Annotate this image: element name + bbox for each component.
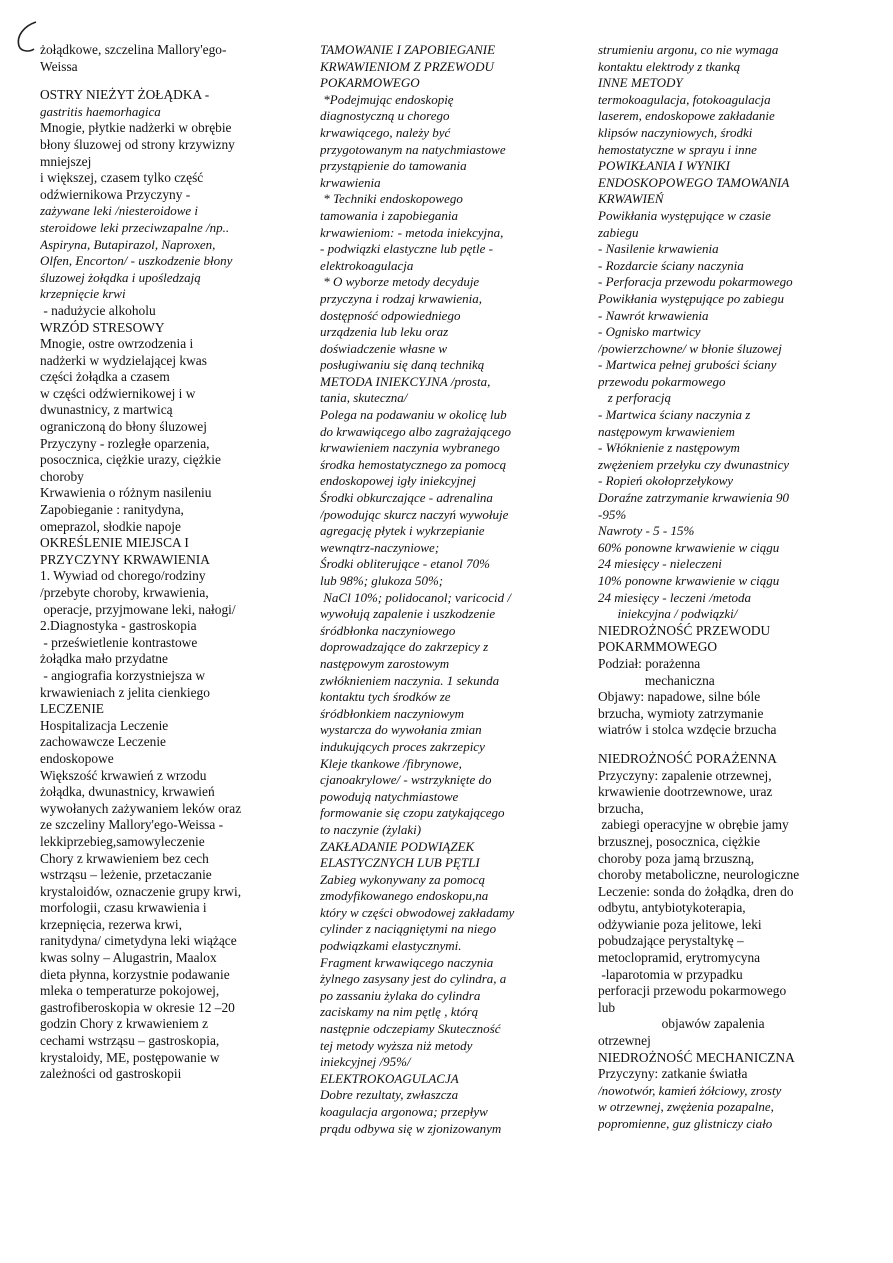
text-line: po zassaniu żylaka do cylindra <box>320 987 481 1003</box>
text-line: tamowania i zapobiegania <box>320 207 458 223</box>
text-line: Dobre rezultaty, zwłaszcza <box>320 1087 459 1103</box>
text-line: ENDOSKOPOWEGO TAMOWANIA <box>598 174 790 190</box>
text-line: przewodu pokarmowego <box>598 373 726 389</box>
text-line: 24 miesięcy - leczeni /metoda <box>598 589 752 605</box>
text-line: popromienne, guz glistniczy ciało <box>598 1116 773 1131</box>
text-line: Objawy: napadowe, silne bóle <box>598 689 761 705</box>
text-line: który w części obwodowej zakładamy <box>320 904 515 920</box>
text-line: OKREŚLENIE MIEJSCA I <box>40 535 189 551</box>
text-line: części żołądka a czasem <box>40 369 170 385</box>
page-corner-mark <box>10 18 40 58</box>
text-line: ograniczoną do błony śluzowej <box>40 419 207 435</box>
text-line: żołądka, dwunastnicy, krwawień <box>40 784 215 800</box>
text-line: śluzowej żołądka i upośledzają <box>40 269 201 285</box>
text-line: z perforacją <box>598 390 671 406</box>
text-line: 24 miesięcy - nieleczeni <box>598 556 722 572</box>
text-line: omeprazol, słodkie napoje <box>40 518 181 534</box>
text-line: ranitydyna/ cimetydyna leki wiążące <box>40 933 237 949</box>
text-line: * Techniki endoskopowego <box>320 191 463 207</box>
text-line: ze szczeliny Mallory'ego-Weissa - <box>40 817 224 833</box>
text-line: odżywianie poza jelitowe, leki <box>598 916 762 932</box>
text-line: indukujących proces zakrzepicy <box>320 738 485 754</box>
text-line: mechaniczna <box>598 672 715 688</box>
text-line: żołądka mało przydatne <box>40 651 168 667</box>
text-line: Przyczyny - rozległe oparzenia, <box>40 435 210 451</box>
text-line: krwawienie dootrzewnowe, uraz <box>598 784 773 800</box>
text-line: podwiązkami elastycznymi. <box>320 938 462 954</box>
text-line: - Martwica ściany naczynia z <box>598 407 751 423</box>
text-line: zależności od gastroskopii <box>40 1066 182 1082</box>
text-line: *Podejmując endoskopię <box>320 91 454 107</box>
text-line: - Martwica pełnej grubości ściany <box>598 357 777 373</box>
text-line: formowanie się czopu zatykającego <box>320 805 505 821</box>
text-line: Przyczyny: zatkanie światła <box>598 1066 748 1082</box>
text-line: brzucha, wymioty zatrzymanie <box>598 705 764 721</box>
text-line: /przebyte choroby, krwawienia, <box>40 585 209 600</box>
text-line: następnie odczepiamy Skuteczność <box>320 1021 501 1037</box>
text-line: laserem, endoskopowe zakładanie <box>598 108 775 124</box>
text-line: termokoagulacja, fotokoagulacja <box>598 91 771 107</box>
text-line: - Perforacja przewodu pokarmowego <box>598 274 793 290</box>
text-line: Podział: porażenna <box>598 655 701 671</box>
text-line: zabiegu <box>598 224 639 240</box>
text-line: objawów zapalenia <box>598 1016 765 1032</box>
text-line: hemostatyczne w sprayu i inne <box>598 141 757 157</box>
text-line: przygotowanym na natychmiastowe <box>320 141 506 157</box>
text-line: - podwiązki elastyczne lub pętle - <box>320 241 493 257</box>
text-line: INNE METODY <box>598 75 683 91</box>
text-line: /nowotwór, kamień żółciowy, zrosty <box>598 1082 782 1098</box>
text-line: krzepnięcia, rezerwa krwi, <box>40 916 183 932</box>
text-line: wstrząsu – leżenie, przetaczanie <box>40 867 212 883</box>
text-line: i większej, czasem tylko część <box>40 170 204 186</box>
text-line: - Ropień okołoprzełykowy <box>598 473 734 489</box>
text-line: NIEDROŻNOŚĆ PORAŻENNA <box>598 750 777 766</box>
text-line: posługiwaniu się daną techniką <box>320 357 485 373</box>
text-line: Powikłania występujące po zabiegu <box>598 290 784 306</box>
text-line: prądu odbywa się w zjonizowanym <box>320 1120 502 1136</box>
text-line: elektrokoagulacja <box>320 257 414 273</box>
text-line: Leczenie: sonda do żołądka, dren do <box>598 883 794 899</box>
text-line: następowym zarostowym <box>320 655 450 671</box>
text-line: operacje, przyjmowane leki, nałogi/ <box>40 601 236 617</box>
text-line: - angiografia korzystniejsza w <box>40 667 206 683</box>
text-column-middle <box>320 42 582 1137</box>
text-line: endoskopowe <box>40 750 114 766</box>
text-line: WRZÓD STRESOWY <box>40 319 165 335</box>
text-line: ELASTYCZNYCH LUB PĘTLI <box>320 855 480 871</box>
text-line: dostępność odpowiedniego <box>320 307 461 323</box>
text-line: nadżerki w wydzielającej kwas <box>40 352 207 368</box>
text-line: żołądkowe, szczelina Mallory'ego- <box>40 42 227 57</box>
text-line: pobudzające perystaltykę – <box>598 933 744 949</box>
text-line: środka hemostatycznego za pomocą <box>320 456 507 472</box>
text-line: gastritis haemorhagica <box>40 103 161 119</box>
text-line: zaciskamy na nim pętlę , którą <box>320 1004 479 1020</box>
text-line: koagulacja argonowa; przepływ <box>320 1104 488 1119</box>
text-line: krystaloidów, oznaczenie grupy krwi, <box>40 883 242 899</box>
text-line: - prześwietlenie kontrastowe <box>40 634 198 650</box>
text-line: mniejszej <box>40 153 92 169</box>
text-line: kontaktu tych środków ze <box>320 689 451 705</box>
text-line: przyczyna i rodzaj krwawienia, <box>320 290 483 306</box>
text-line: POKARMMOWEGO <box>598 639 718 655</box>
text-line: Kleje tkankowe /fibrynowe, <box>320 755 462 771</box>
text-line: ELEKTROKOAGULACJA <box>320 1070 459 1086</box>
text-line: następowym krwawieniem <box>598 423 735 439</box>
text-line: iniekcyjnej /95%/ <box>320 1054 411 1070</box>
text-line: w części odźwiernikowej i w <box>40 385 196 401</box>
text-line: tej metody wyższa niż metody <box>320 1037 473 1053</box>
text-line: steroidowe leki przeciwzapalne /np.. <box>40 219 230 235</box>
text-line: zwężeniem przełyku czy dwunastnicy <box>598 456 789 472</box>
text-line: /powodując skurcz naczyń wywołuje <box>320 506 509 522</box>
text-line: NIEDROŻNOŚĆ MECHANICZNA <box>598 1049 795 1065</box>
text-line: w otrzewnej, zwężenia pozapalne, <box>598 1099 774 1115</box>
text-line: choroby <box>40 468 84 484</box>
text-line: krwawiącego, należy być <box>320 124 451 140</box>
text-line: Chory z krwawieniem bez cech <box>40 850 209 866</box>
text-line: ZAKŁADANIE PODWIĄZEK <box>320 838 475 854</box>
text-line: krzepnięcie krwi <box>40 286 126 302</box>
text-line: błony śluzowej od strony krzywizny <box>40 136 235 152</box>
text-line: cylinder z naciągniętymi na niego <box>320 921 497 937</box>
text-line: Polega na podawaniu w okolicę lub <box>320 407 507 423</box>
text-line: wewnątrz-naczyniowe; <box>320 539 440 555</box>
text-line: wiatrów i stolca wzdęcie brzucha <box>598 722 777 738</box>
text-line: -95% <box>598 506 627 522</box>
text-column-right <box>598 42 888 1133</box>
text-line: 60% ponowne krwawienie w ciągu <box>598 539 780 555</box>
text-line: zażywane leki /niesteroidowe i <box>40 203 199 219</box>
text-line: przystąpienie do tamowania <box>320 158 467 174</box>
text-line: Środki obliterujące - etanol 70% <box>320 556 490 572</box>
text-line: Środki obkurczające - adrenalina <box>320 490 493 506</box>
text-column-left <box>40 42 302 1083</box>
text-line: choroby metaboliczne, neurologiczne <box>598 867 800 883</box>
text-line: lub <box>598 999 616 1015</box>
text-line: brzusznej, posocznica, ciężkie <box>598 833 761 849</box>
text-line: - Nawrót krwawienia <box>598 307 709 323</box>
text-line: wywołanych zażywaniem leków oraz <box>40 800 242 816</box>
text-line: Olfen, Encorton/ - uszkodzenie błony <box>40 253 233 269</box>
text-line: gastrofiberoskopia w okresie 12 –20 <box>40 999 235 1015</box>
text-line: lekkiprzebieg,samowyleczenie <box>40 833 205 849</box>
text-line: Zapobieganie : ranitydyna, <box>40 502 184 518</box>
text-line: 2.Diagnostyka - gastroskopia <box>40 618 197 634</box>
text-line: iniekcyjna / podwiązki/ <box>598 606 738 622</box>
text-line: Powikłania występujące w czasie <box>598 207 771 223</box>
text-line: 1. Wywiad od chorego/rodziny <box>40 568 206 584</box>
text-line: klipsów naczyniowych, środki <box>598 124 753 140</box>
text-line: Weissa <box>40 58 78 74</box>
text-line: zwłóknieniem naczynia. 1 sekunda <box>320 672 500 688</box>
text-line: doświadczenie własne w <box>320 340 448 356</box>
text-line: KRWAWIENIOM Z PRZEWODU <box>320 58 494 74</box>
text-line: - Ognisko martwicy <box>598 324 701 340</box>
text-line: choroby poza jamą brzuszną, <box>598 850 755 866</box>
text-line: zachowawcze Leczenie <box>40 734 166 750</box>
text-line: cechami wstrząsu – gastroskopia, <box>40 1033 220 1049</box>
text-line: Krwawienia o różnym nasileniu <box>40 485 212 501</box>
text-line: odbytu, antybiotykoterapia, <box>598 900 746 916</box>
text-line: otrzewnej <box>598 1033 651 1049</box>
text-line: strumieniu argonu, co nie wymaga <box>598 42 779 57</box>
text-line: agregację płytek i wykrzepianie <box>320 523 485 539</box>
text-line: mleka o temperaturze pokojowej, <box>40 983 220 999</box>
text-line: odźwiernikowa Przyczyny - <box>40 186 191 202</box>
text-line: Nawroty - 5 - 15% <box>598 523 695 539</box>
text-line: dieta płynna, korzystnie podawanie <box>40 966 230 982</box>
text-line: POKARMOWEGO <box>320 75 420 91</box>
text-line: KRWAWIEŃ <box>598 191 664 207</box>
text-line: - nadużycie alkoholu <box>40 302 156 318</box>
text-line: powodują natychmiastowe <box>320 788 459 804</box>
text-line: diagnostyczną u chorego <box>320 108 450 124</box>
text-line: Fragment krwawiącego naczynia <box>320 954 494 970</box>
text-line: Większość krwawień z wrzodu <box>40 767 207 783</box>
text-line: NaCl 10%; polidocanol; varicocid / <box>320 589 512 605</box>
text-line: METODA INIEKCYJNA /prosta, <box>320 373 491 389</box>
text-line: to naczynie (żylaki) <box>320 821 422 837</box>
text-line: Przyczyny: zapalenie otrzewnej, <box>598 767 772 783</box>
paragraph-gap <box>40 75 302 87</box>
text-line: TAMOWANIE I ZAPOBIEGANIE <box>320 42 496 57</box>
text-line: śródbłonka naczyniowego <box>320 622 456 638</box>
text-line: wywołują zapalenie i uszkodzenie <box>320 606 496 622</box>
text-line: kontaktu elektrody z tkanką <box>598 58 741 74</box>
text-line: wystarcza do wywołania zmian <box>320 722 482 738</box>
paragraph-gap <box>598 739 888 751</box>
text-line: metoclopramid, erytromycyna <box>598 950 761 966</box>
text-line: brzucha, <box>598 800 644 816</box>
text-line: krwawieniach z jelita cienkiego <box>40 684 210 700</box>
text-line: posocznica, ciężkie urazy, ciężkie <box>40 452 221 468</box>
text-line: - Włóknienie z następowym <box>598 440 740 456</box>
text-line: /powierzchowne/ w błonie śluzowej <box>598 340 782 356</box>
text-line: zabiegi operacyjne w obrębie jamy <box>598 817 789 833</box>
text-line: NIEDROŻNOŚĆ PRZEWODU <box>598 622 771 638</box>
text-line: tania, skuteczna/ <box>320 390 408 406</box>
text-line: kwas solny – Alugastrin, Maalox <box>40 950 217 966</box>
text-line: dwunastnicy, z martwicą <box>40 402 173 418</box>
text-line: Zabieg wykonywany za pomocą <box>320 871 486 887</box>
text-line: zmodyfikowanego endoskopu,na <box>320 888 489 904</box>
text-line: morfologii, czasu krwawienia i <box>40 900 207 916</box>
text-line: urządzenia lub leku oraz <box>320 324 449 340</box>
text-line: krwawienia <box>320 174 381 190</box>
text-line: Mnogie, ostre owrzodzenia i <box>40 336 194 352</box>
text-line: cjanoakrylowe/ - wstrzyknięte do <box>320 772 492 788</box>
text-line: OSTRY NIEŻYT ŻOŁĄDKA - <box>40 87 210 103</box>
text-line: Doraźne zatrzymanie krwawienia 90 <box>598 490 790 506</box>
text-line: do krwawiącego albo zagrażającego <box>320 423 512 439</box>
text-line: Aspiryna, Butapirazol, Naproxen, <box>40 236 216 252</box>
text-line: 10% ponowne krwawienie w ciągu <box>598 573 780 588</box>
text-line: doprowadzające do zakrzepicy z <box>320 639 489 655</box>
text-line: Hospitalizacja Leczenie <box>40 717 169 733</box>
text-line: lub 98%; glukoza 50%; <box>320 573 444 588</box>
text-line: PRZYCZYNY KRWAWIENIA <box>40 551 210 567</box>
text-line: POWIKŁANIA I WYNIKI <box>598 158 730 174</box>
text-line: krwawieniom: - metoda iniekcyjna, <box>320 224 504 240</box>
text-line: śródbłonkiem naczyniowym <box>320 705 465 721</box>
text-line: perforacji przewodu pokarmowego <box>598 983 787 999</box>
text-line: krwawieniem naczynia wybranego <box>320 440 500 456</box>
text-line: endoskopowej igły iniekcyjnej <box>320 473 476 489</box>
text-line: - Nasilenie krwawienia <box>598 241 719 257</box>
text-line: -laparotomia w przypadku <box>598 966 743 982</box>
text-line: krystaloidy, ME, postępowanie w <box>40 1049 220 1065</box>
text-line: LECZENIE <box>40 701 104 717</box>
text-line: godzin Chory z krwawieniem z <box>40 1016 209 1032</box>
text-line: - Rozdarcie ściany naczynia <box>598 257 744 273</box>
text-line: * O wyborze metody decyduje <box>320 274 480 290</box>
text-line: Mnogie, płytkie nadżerki w obrębie <box>40 120 232 136</box>
text-line: żylnego zasysany jest do cylindra, a <box>320 971 507 987</box>
